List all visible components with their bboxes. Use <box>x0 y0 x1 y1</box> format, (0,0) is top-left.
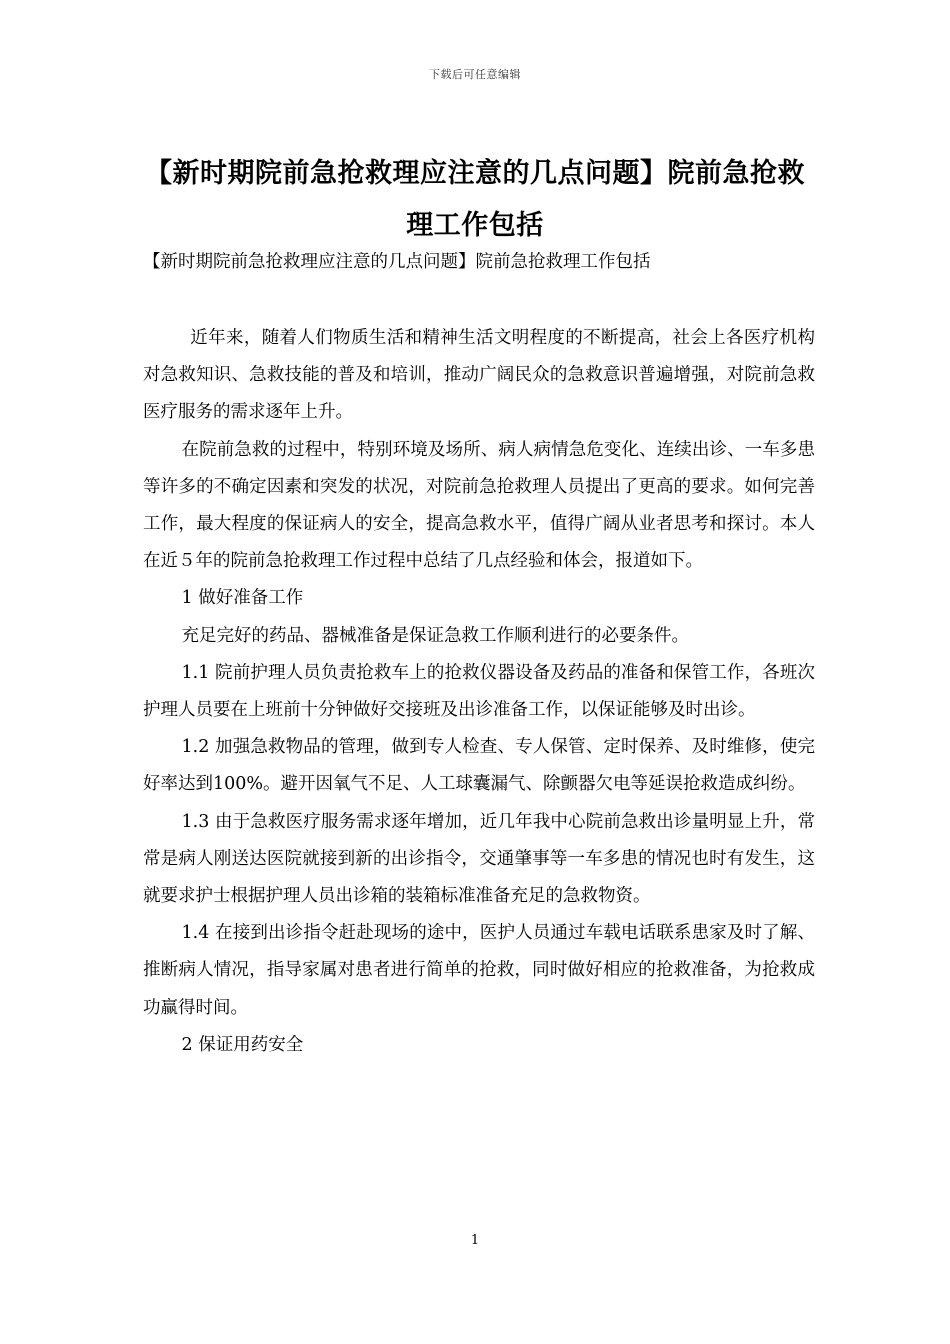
document-subtitle: 【新时期院前急抢救理应注意的几点问题】院前急抢救理工作包括 <box>143 252 651 272</box>
page-number: 1 <box>470 1233 480 1248</box>
paragraph: 1.2 加强急救物品的管理，做到专人检查、专人保管、定时保养、及时维修，使完好率达到100%。避开因氧气不足、人工球囊漏气、除颤器欠电等延误抢救造成纠纷。 <box>143 737 815 795</box>
paragraph: 充足完好的药品、器械准备是保证急救工作顺利进行的必要条件。 <box>181 625 689 646</box>
paragraph: 1.3 由于急救医疗服务需求逐年增加，近几年我中心院前急救出诊量明显上升，常常是病人刚送达医院就接到新的出诊指令，交通肇事等一车多患的情况也时有发生，这就要求护士根据护理人员出诊箱的装箱标准准备充足的急救物资。 <box>143 811 815 907</box>
paragraph: 1.4 在接到出诊指令赶赴现场的途中，医护人员通过车载电话联系患家及时了解、推断病人情况，指导家属对患者进行简单的抢救，同时做好相应的抢救准备，为抢救成功赢得时间。 <box>143 923 815 1018</box>
section-heading: 2 保证用药安全 <box>181 1034 304 1055</box>
paragraph: 1.1 院前护理人员负责抢救车上的抢救仪器设备及药品的准备和保管工作，各班次护理人员要在上班前十分钟做好交接班及出诊准备工作，以保证能够及时出诊。 <box>143 662 815 721</box>
paragraph: 在院前急救的过程中，特别环境及场所、病人病情急危变化、连续出诊、一车多患等许多的不确定因素和突发的状况，对院前急抢救理人员提出了更高的要求。如何完善工作，最大程度的保证病人的安全，提高急救水平，值得广阔从业者思考和探讨。本人在近５年的院前急抢救理工作过程中总结了几点经验和体会，报道如下。 <box>143 439 815 572</box>
document-title: 【新时期院前急抢救理应注意的几点问题】院前急抢救理工作包括 <box>145 158 805 241</box>
header-note: 下载后可任意编辑 <box>429 68 521 81</box>
document-body <box>143 320 815 1064</box>
paragraph: 近年来，随着人们物质生活和精神生活文明程度的不断提高，社会上各医疗机构对急救知识、急救技能的普及和培训，推动广阔民众的急救意识普遍增强，对院前急救医疗服务的需求逐年上升。 <box>143 328 815 423</box>
section-heading: 1 做好准备工作 <box>181 588 304 609</box>
